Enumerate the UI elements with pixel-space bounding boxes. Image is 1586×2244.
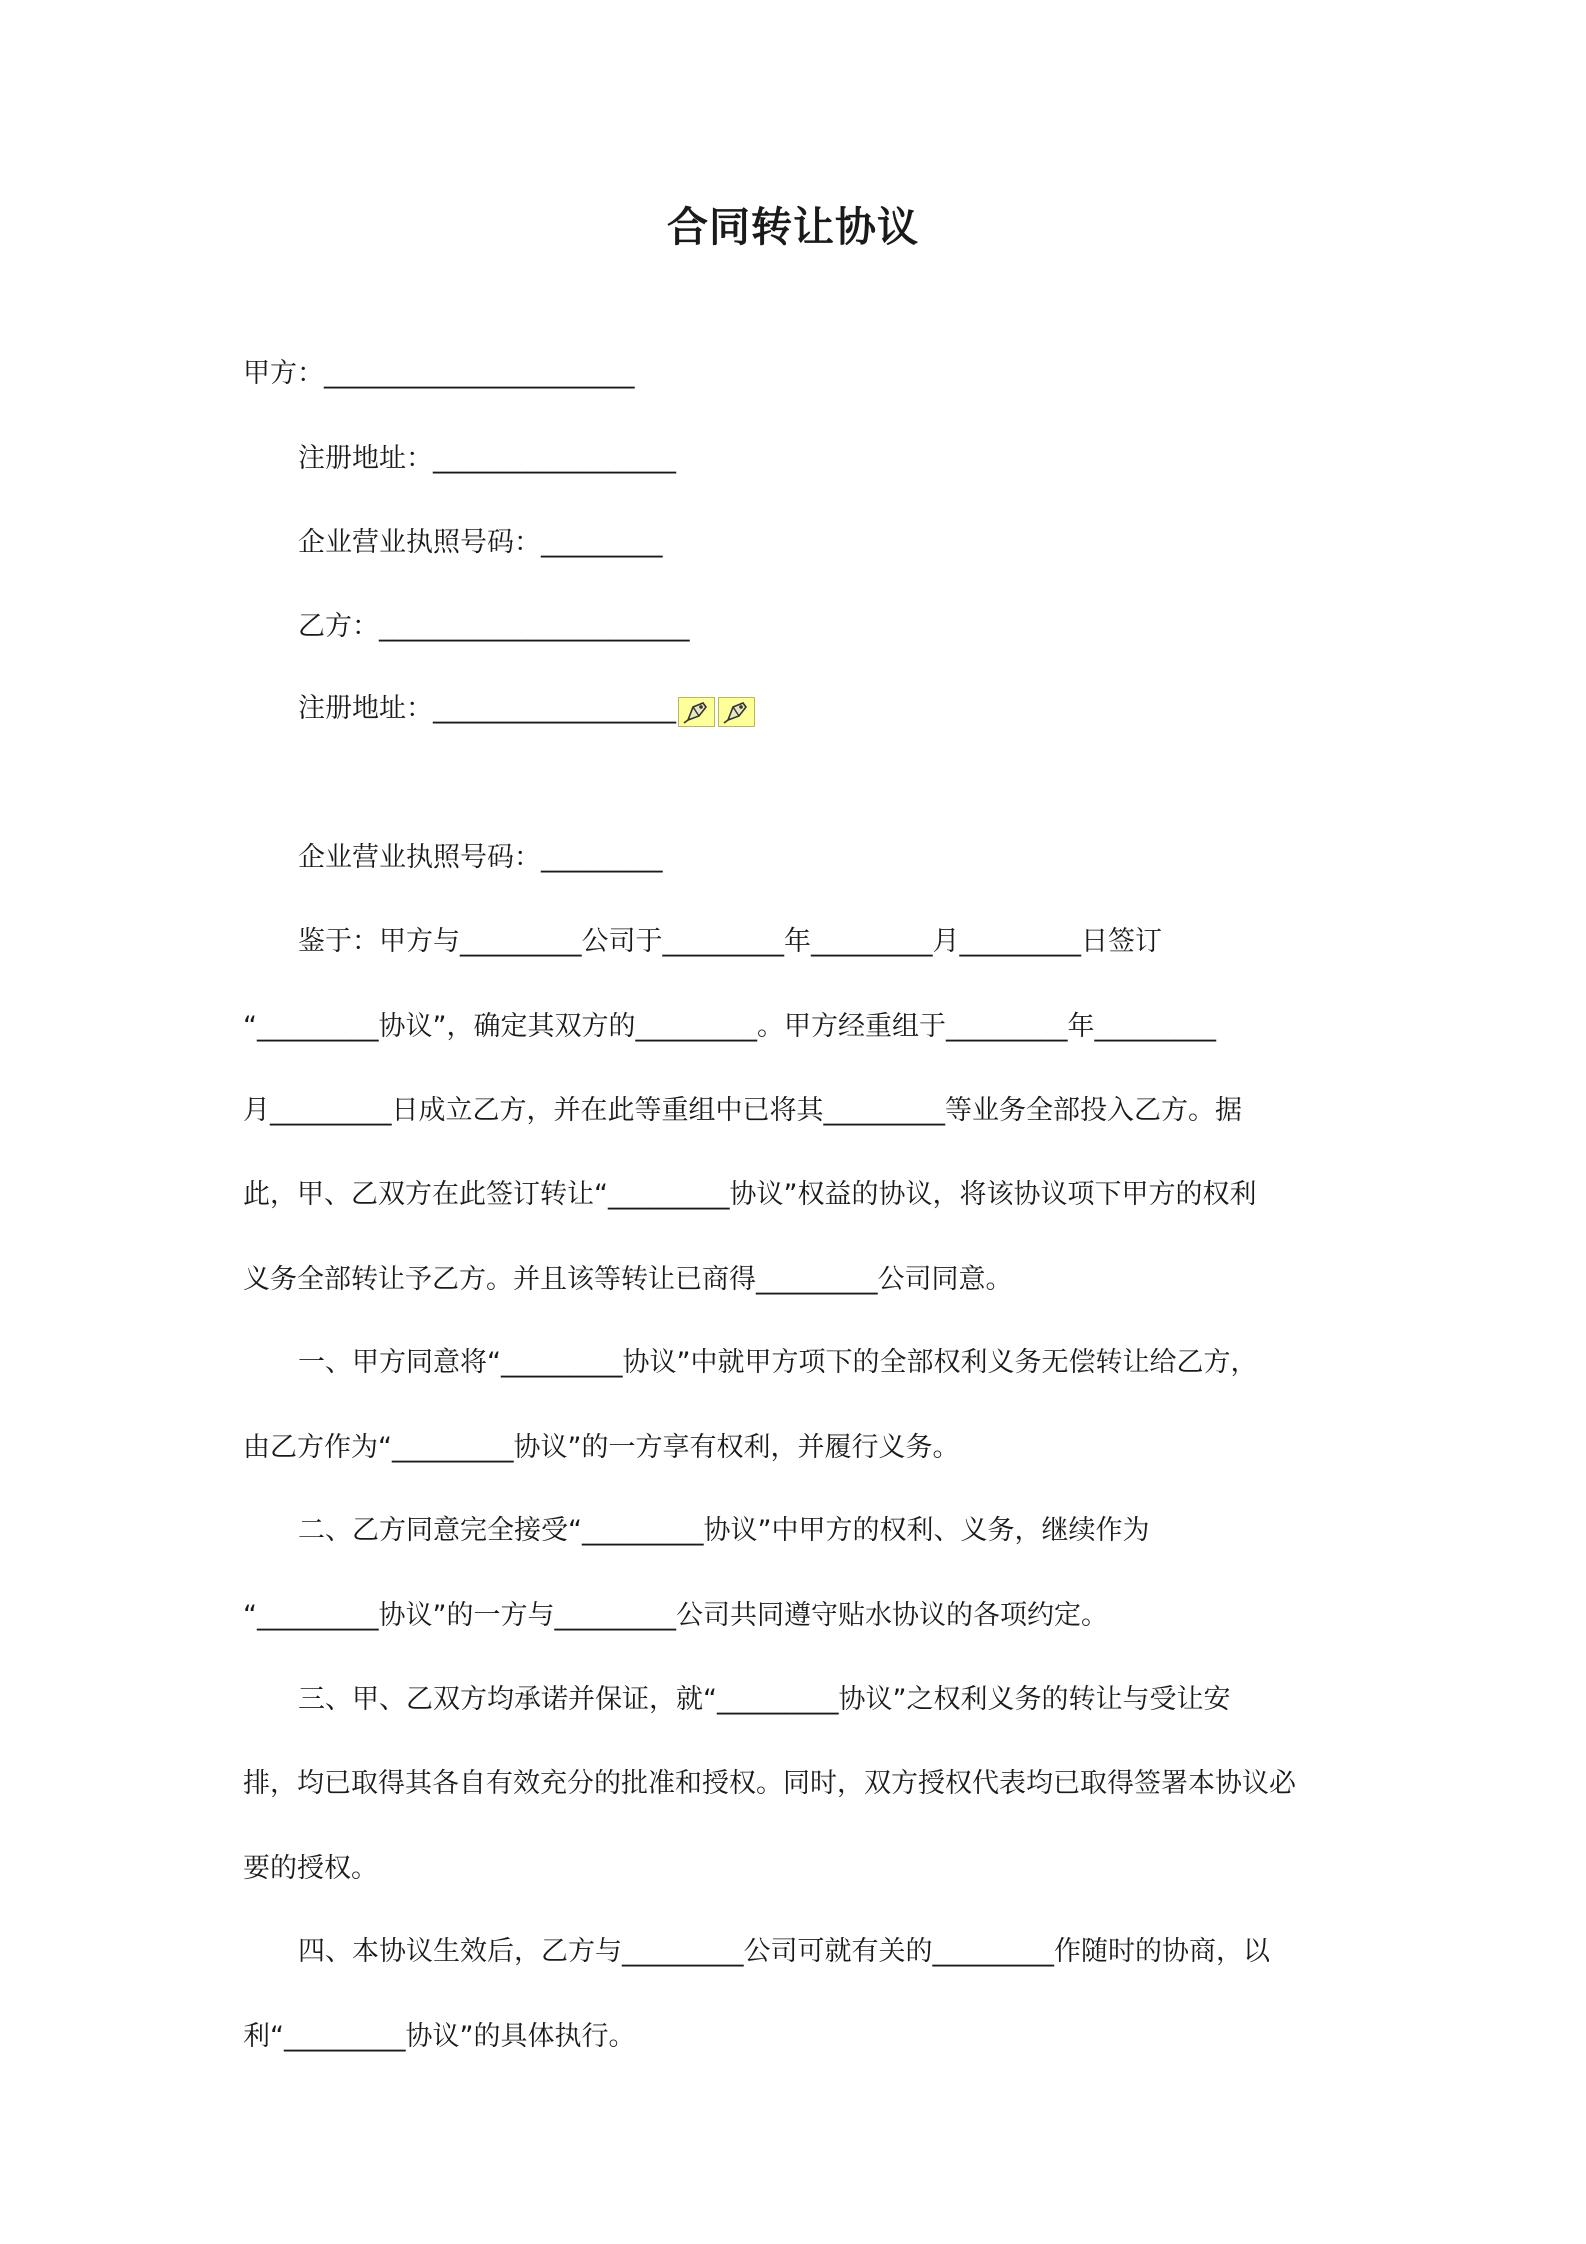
clause-4-line: 四、本协议生效后，乙方与_________公司可就有关的_________作随时的协商，以 bbox=[298, 1936, 1270, 1967]
embedded-objects bbox=[678, 691, 758, 731]
party-b-license: 企业营业执照号码：_________ bbox=[298, 842, 663, 873]
pen-icon bbox=[678, 697, 715, 727]
party-a-license: 企业营业执照号码：_________ bbox=[298, 527, 663, 558]
body-line: 月_________日成立乙方，并在此等重组中已将其_________等业务全部投入乙方。据 bbox=[243, 1095, 1242, 1126]
body-line: 鉴于：甲方与_________公司于_________年_________月_________日签订 bbox=[298, 926, 1162, 957]
clause-4-line: 利“_________协议”的具体执行。 bbox=[243, 2021, 636, 2052]
party-a-line: 甲方：_______________________ bbox=[243, 358, 635, 389]
party-b-address: 注册地址：__________________ bbox=[298, 693, 676, 724]
party-a-address: 注册地址：__________________ bbox=[298, 443, 676, 474]
clause-2-line: “_________协议”的一方与_________公司共同遵守贴水协议的各项约定。 bbox=[243, 1600, 1108, 1631]
body-line: 义务全部转让予乙方。并且该等转让已商得_________公司同意。 bbox=[243, 1264, 1013, 1295]
document-title: 合同转让协议 bbox=[667, 203, 919, 251]
clause-1-line: 由乙方作为“_________协议”的一方享有权利，并履行义务。 bbox=[243, 1432, 960, 1463]
pen-icon bbox=[718, 697, 755, 727]
clause-3-line: 排，均已取得其各自有效充分的批准和授权。同时，双方授权代表均已取得签署本协议必 bbox=[243, 1768, 1296, 1799]
clause-2-line: 二、乙方同意完全接受“_________协议”中甲方的权利、义务，继续作为 bbox=[298, 1515, 1150, 1546]
clause-1-line: 一、甲方同意将“_________协议”中就甲方项下的全部权利义务无偿转让给乙方， bbox=[298, 1347, 1258, 1378]
clause-3-line: 三、甲、乙双方均承诺并保证，就“_________协议”之权利义务的转让与受让安 bbox=[298, 1684, 1231, 1715]
party-b-line: 乙方：_______________________ bbox=[298, 611, 690, 642]
clause-3-line: 要的授权。 bbox=[243, 1853, 378, 1884]
body-line: 此，甲、乙双方在此签订转让“_________协议”权益的协议，将该协议项下甲方的权利 bbox=[243, 1179, 1257, 1210]
body-line: “_________协议”，确定其双方的_________。甲方经重组于_________年_________ bbox=[243, 1011, 1216, 1042]
party-b-address-row bbox=[298, 689, 758, 731]
